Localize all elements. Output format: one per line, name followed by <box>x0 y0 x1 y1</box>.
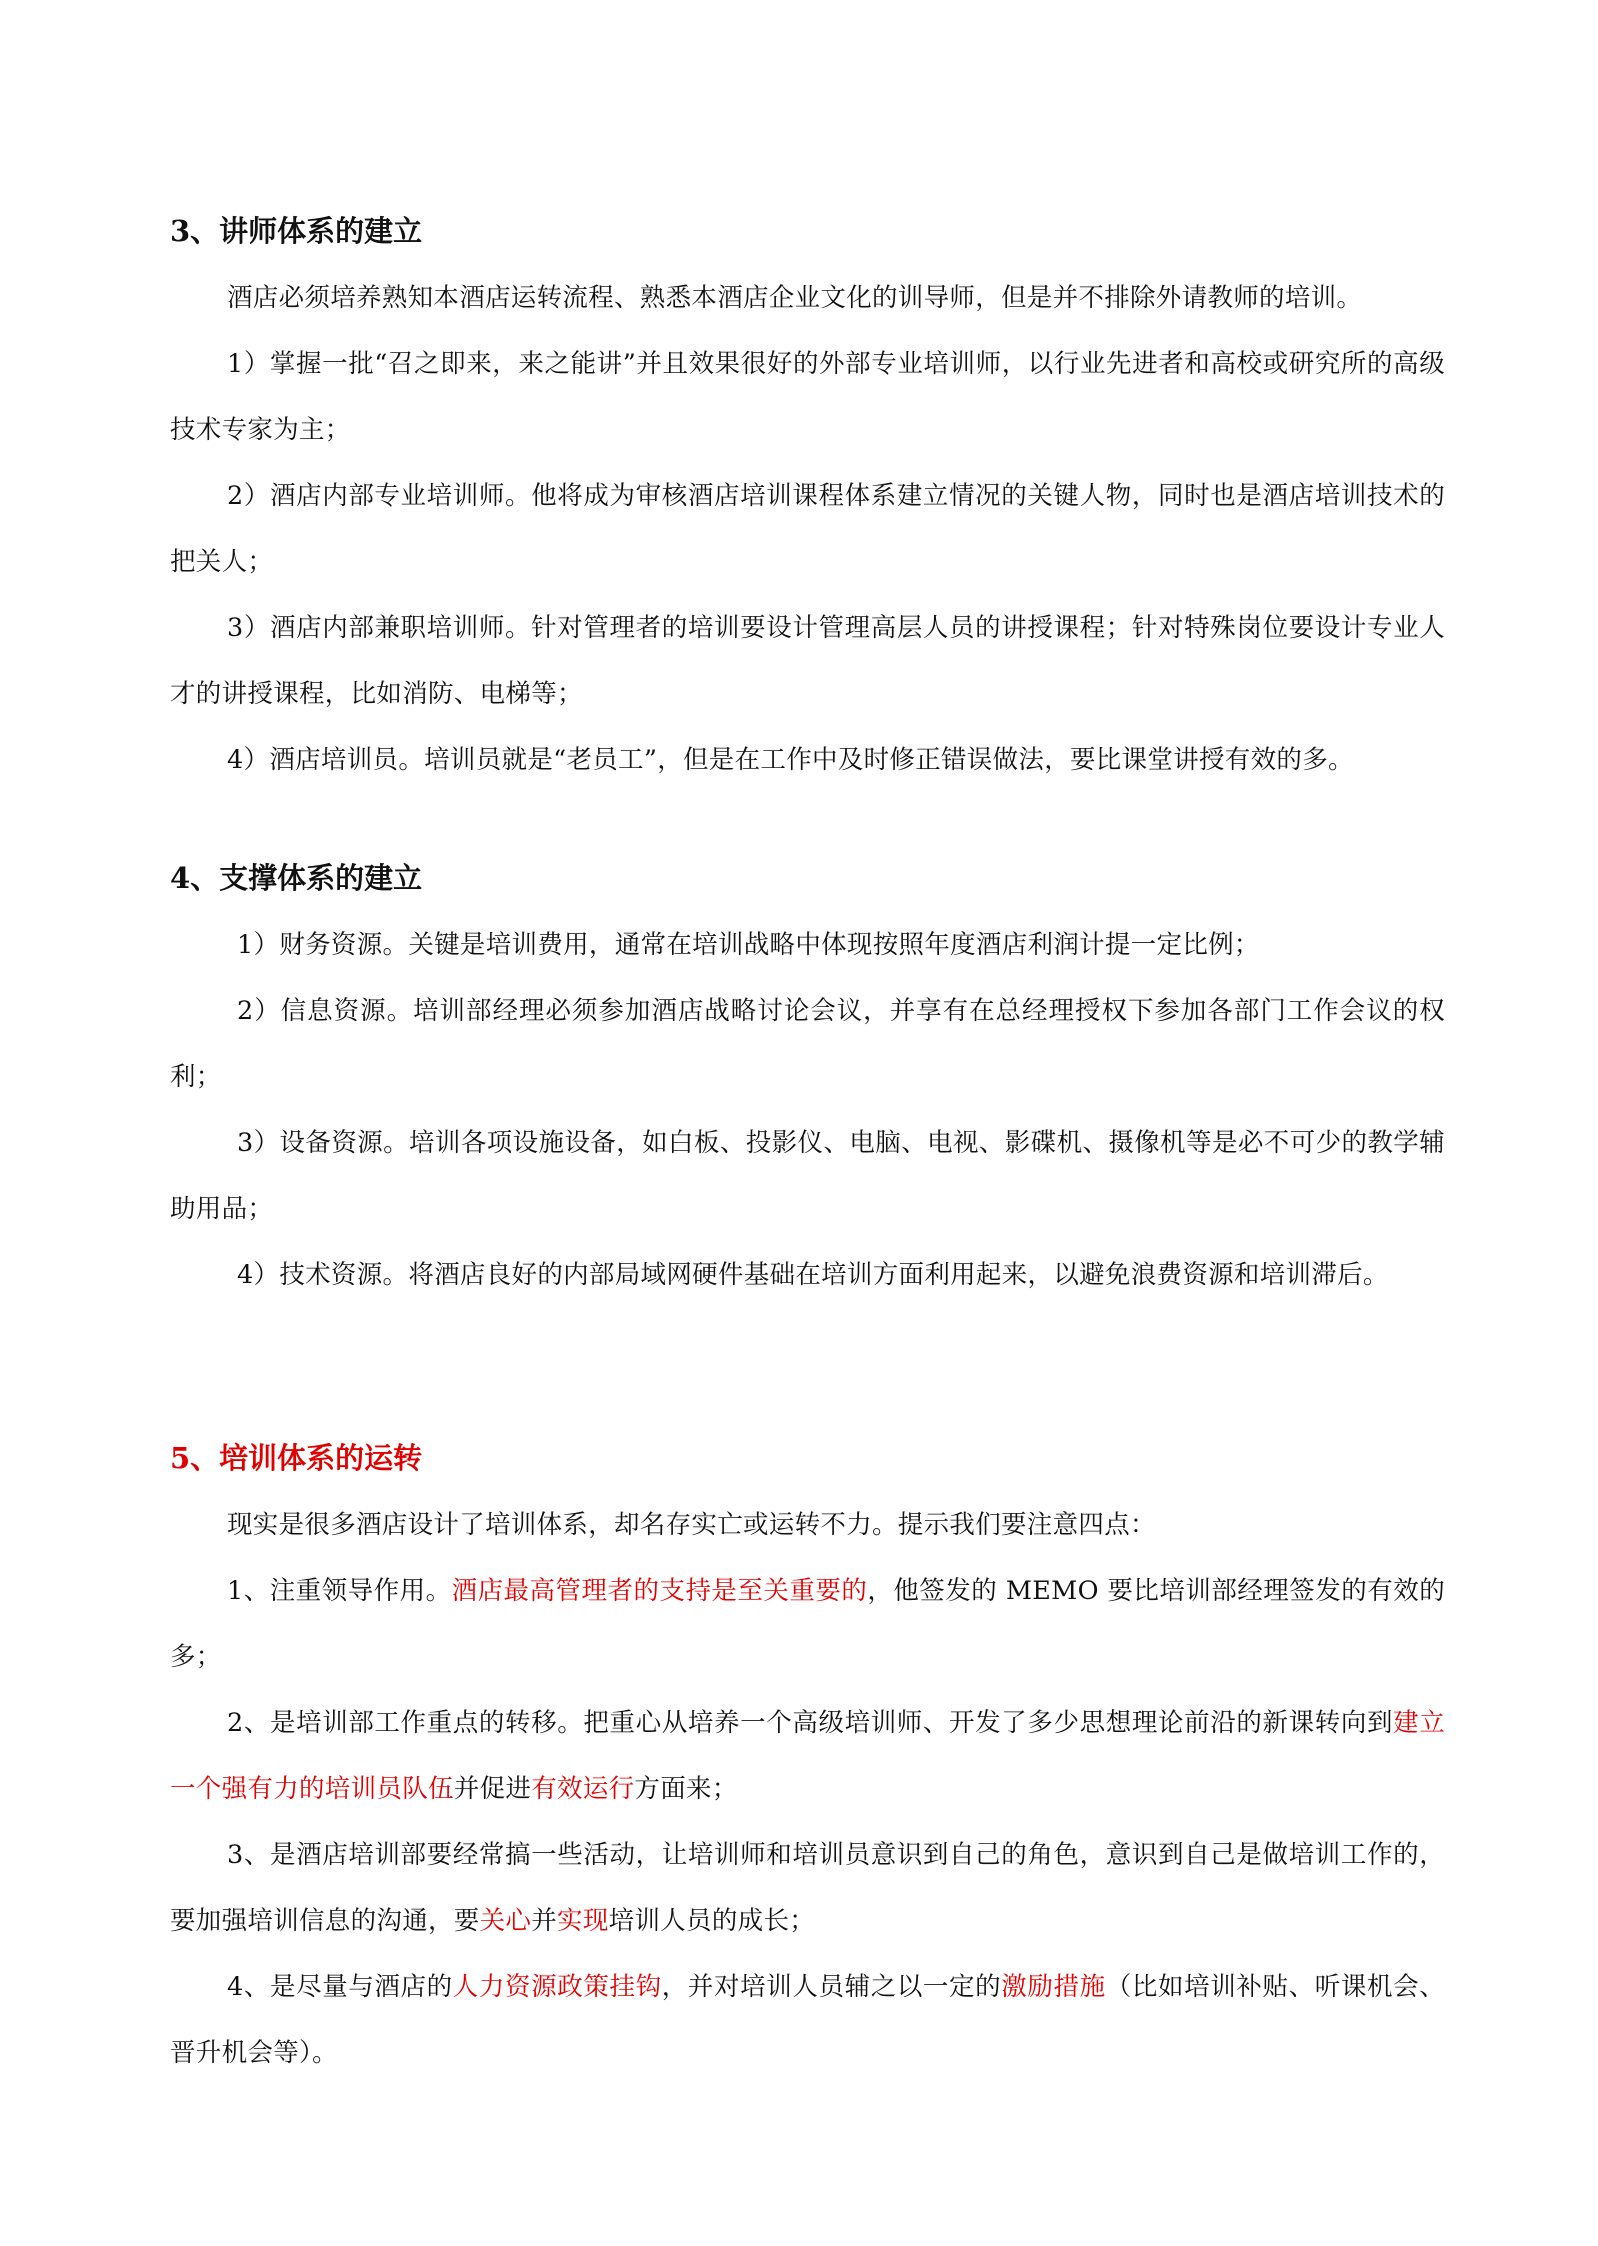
point-3-tail: 培训人员的成长； <box>608 1906 816 1936</box>
section-5-heading: 5、培训体系的运转 <box>170 1441 423 1475</box>
point-3-lead: 3、是酒店培训部要经常搞一些活动，让培训师和培训员意识到自己的角色，意识到自己是做培训工作的，要加强培训信息的沟通，要 <box>170 1840 1445 1936</box>
point-4-lead: 4、是尽量与酒店的 <box>227 1972 453 2002</box>
point-1-highlight: 酒店最高管理者的支持是至关重要的 <box>451 1576 868 1606</box>
point-2-highlight-2: 有效运行 <box>531 1774 635 1804</box>
point-2-highlight-1: 建立一个强有力的培训员队伍 <box>170 1708 1445 1804</box>
section-4-paragraph-1: 1）财务资源。关键是培训费用，通常在培训战略中体现按照年度酒店利润计提一定比例； <box>237 930 1260 960</box>
point-2-mid: 并促进 <box>453 1774 532 1804</box>
point-1-lead: 1、注重领导作用。 <box>227 1576 452 1606</box>
section-3-paragraph-3: 2）酒店内部专业培训师。他将成为审核酒店培训课程体系建立情况的关键人物，同时也是酒店培训技术的把关人； <box>170 481 1445 577</box>
section-5-intro: 现实是很多酒店设计了培训体系，却名存实亡或运转不力。提示我们要注意四点： <box>227 1510 1156 1540</box>
section-3-heading: 3、讲师体系的建立 <box>170 214 423 248</box>
point-4-highlight-1: 人力资源政策挂钩 <box>452 1972 662 2002</box>
section-3-paragraph-4: 3）酒店内部兼职培训师。针对管理者的培训要设计管理高层人员的讲授课程；针对特殊岗位要设计专业人才的讲授课程，比如消防、电梯等； <box>170 613 1445 709</box>
section-5-point-1 <box>170 1558 1445 1690</box>
section-3-paragraph-5: 4）酒店培训员。培训员就是“老员工”，但是在工作中及时修正错误做法，要比课堂讲授有效的多。 <box>227 745 1354 775</box>
point-3-highlight-2: 实现 <box>557 1906 609 1936</box>
section-4-heading: 4、支撑体系的建立 <box>170 861 423 895</box>
section-4-paragraph-3: 3）设备资源。培训各项设施设备，如白板、投影仪、电脑、电视、影碟机、摄像机等是必不可少的教学辅助用品； <box>170 1128 1445 1224</box>
point-1-tail: ，他签发的 MEMO 要比培训部经理签发的有效的多； <box>170 1576 1445 1672</box>
section-5-point-2 <box>170 1690 1445 1822</box>
point-4-mid: ，并对培训人员辅之以一定的 <box>661 1972 1002 2002</box>
point-3-highlight-1: 关心 <box>479 1906 532 1936</box>
point-3-mid: 并 <box>531 1906 558 1936</box>
point-2-tail: 方面来； <box>634 1774 738 1804</box>
point-4-highlight-2: 激励措施 <box>1001 1972 1106 2002</box>
section-4-paragraph-2: 2）信息资源。培训部经理必须参加酒店战略讨论会议，并享有在总经理授权下参加各部门工作会议的权利； <box>170 996 1445 1092</box>
point-4-tail: （比如培训补贴、听课机会、晋升机会等）。 <box>170 1972 1446 2068</box>
section-3-paragraph-1: 酒店必须培养熟知本酒店运转流程、熟悉本酒店企业文化的训导师，但是并不排除外请教师的培训。 <box>227 283 1363 313</box>
section-4-paragraph-4: 4）技术资源。将酒店良好的内部局域网硬件基础在培训方面利用起来，以避免浪费资源和培训滞后。 <box>237 1260 1389 1290</box>
section-5-point-4 <box>170 1954 1445 2086</box>
section-3-paragraph-2: 1）掌握一批“召之即来，来之能讲”并且效果很好的外部专业培训师，以行业先进者和高校或研究所的高级技术专家为主； <box>170 349 1445 445</box>
section-5-point-3 <box>170 1822 1445 1954</box>
point-2-lead: 2、是培训部工作重点的转移。把重心从培养一个高级培训师、开发了多少思想理论前沿的新课转向到 <box>227 1708 1394 1738</box>
